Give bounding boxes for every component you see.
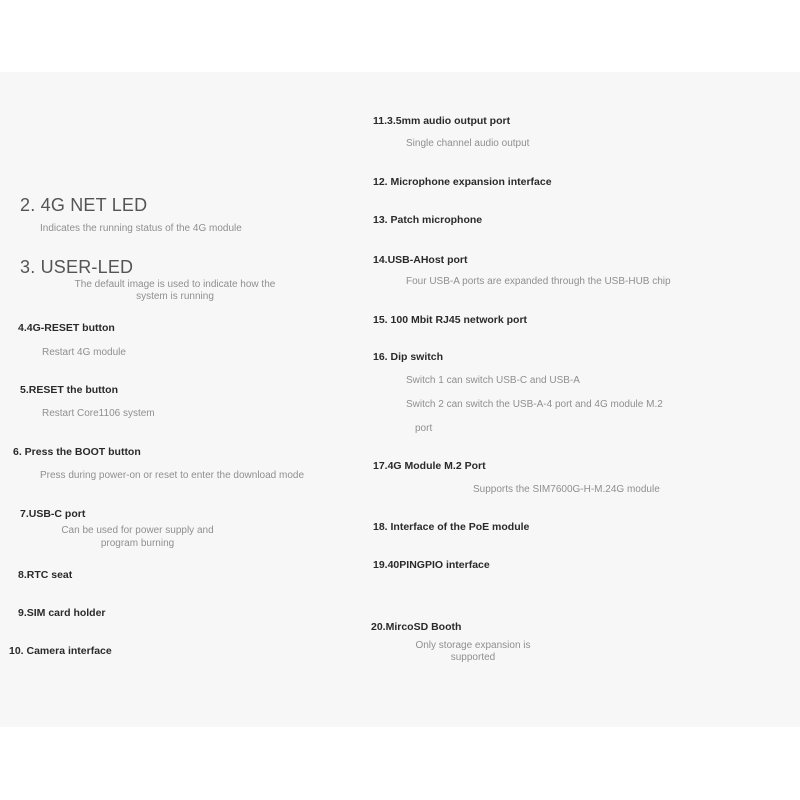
item-5-title: 5.RESET the button: [20, 384, 118, 396]
item-13-title: 13. Patch microphone: [373, 214, 483, 226]
item-16-desc-2-cont: port: [415, 423, 433, 434]
item-10-title: 10. Camera interface: [9, 645, 112, 657]
feature-list-panel: [0, 72, 800, 727]
item-17-title: 17.4G Module M.2 Port: [373, 460, 486, 472]
item-7-desc-line2: program burning: [100, 538, 175, 549]
item-3-desc-line1: The default image is used to indicate how the: [74, 279, 276, 290]
item-18-title: 18. Interface of the PoE module: [373, 521, 530, 533]
item-2-title: 2. 4G NET LED: [20, 195, 148, 215]
item-2-desc: Indicates the running status of the 4G module: [40, 223, 242, 234]
item-19-title: 19.40PINGPIO interface: [373, 559, 490, 571]
item-11-desc: Single channel audio output: [406, 138, 530, 149]
item-3-desc-line2: system is running: [136, 291, 214, 302]
item-12-title: 12. Microphone expansion interface: [373, 176, 552, 188]
item-20-desc-line2: supported: [450, 652, 496, 663]
item-5-desc: Restart Core1106 system: [42, 408, 155, 419]
item-20-title: 20.MircoSD Booth: [371, 621, 462, 633]
item-4-title: 4.4G-RESET button: [18, 322, 115, 334]
item-16-title: 16. Dip switch: [373, 351, 444, 363]
item-7-desc-line1: Can be used for power supply and: [61, 525, 214, 536]
item-11-title: 11.3.5mm audio output port: [373, 115, 511, 127]
item-8-title: 8.RTC seat: [18, 569, 73, 581]
item-15-title: 15. 100 Mbit RJ45 network port: [373, 314, 528, 326]
item-16-desc-2: Switch 2 can switch the USB-A-4 port and 4G module M.2: [406, 399, 663, 410]
item-9-title: 9.SIM card holder: [18, 607, 106, 619]
item-4-desc: Restart 4G module: [42, 347, 126, 358]
item-3-title: 3. USER-LED: [20, 257, 134, 277]
item-6-desc: Press during power-on or reset to enter the download mode: [40, 470, 305, 481]
item-14-title: 14.USB-AHost port: [373, 254, 468, 266]
item-7-title: 7.USB-C port: [20, 508, 86, 520]
item-16-desc-1: Switch 1 can switch USB-C and USB-A: [406, 375, 580, 386]
item-20-desc-line1: Only storage expansion is: [415, 640, 531, 651]
item-14-desc: Four USB-A ports are expanded through the USB-HUB chip: [406, 276, 671, 287]
item-6-title: 6. Press the BOOT button: [13, 446, 141, 458]
item-17-desc: Supports the SIM7600G-H-M.24G module: [473, 484, 660, 495]
